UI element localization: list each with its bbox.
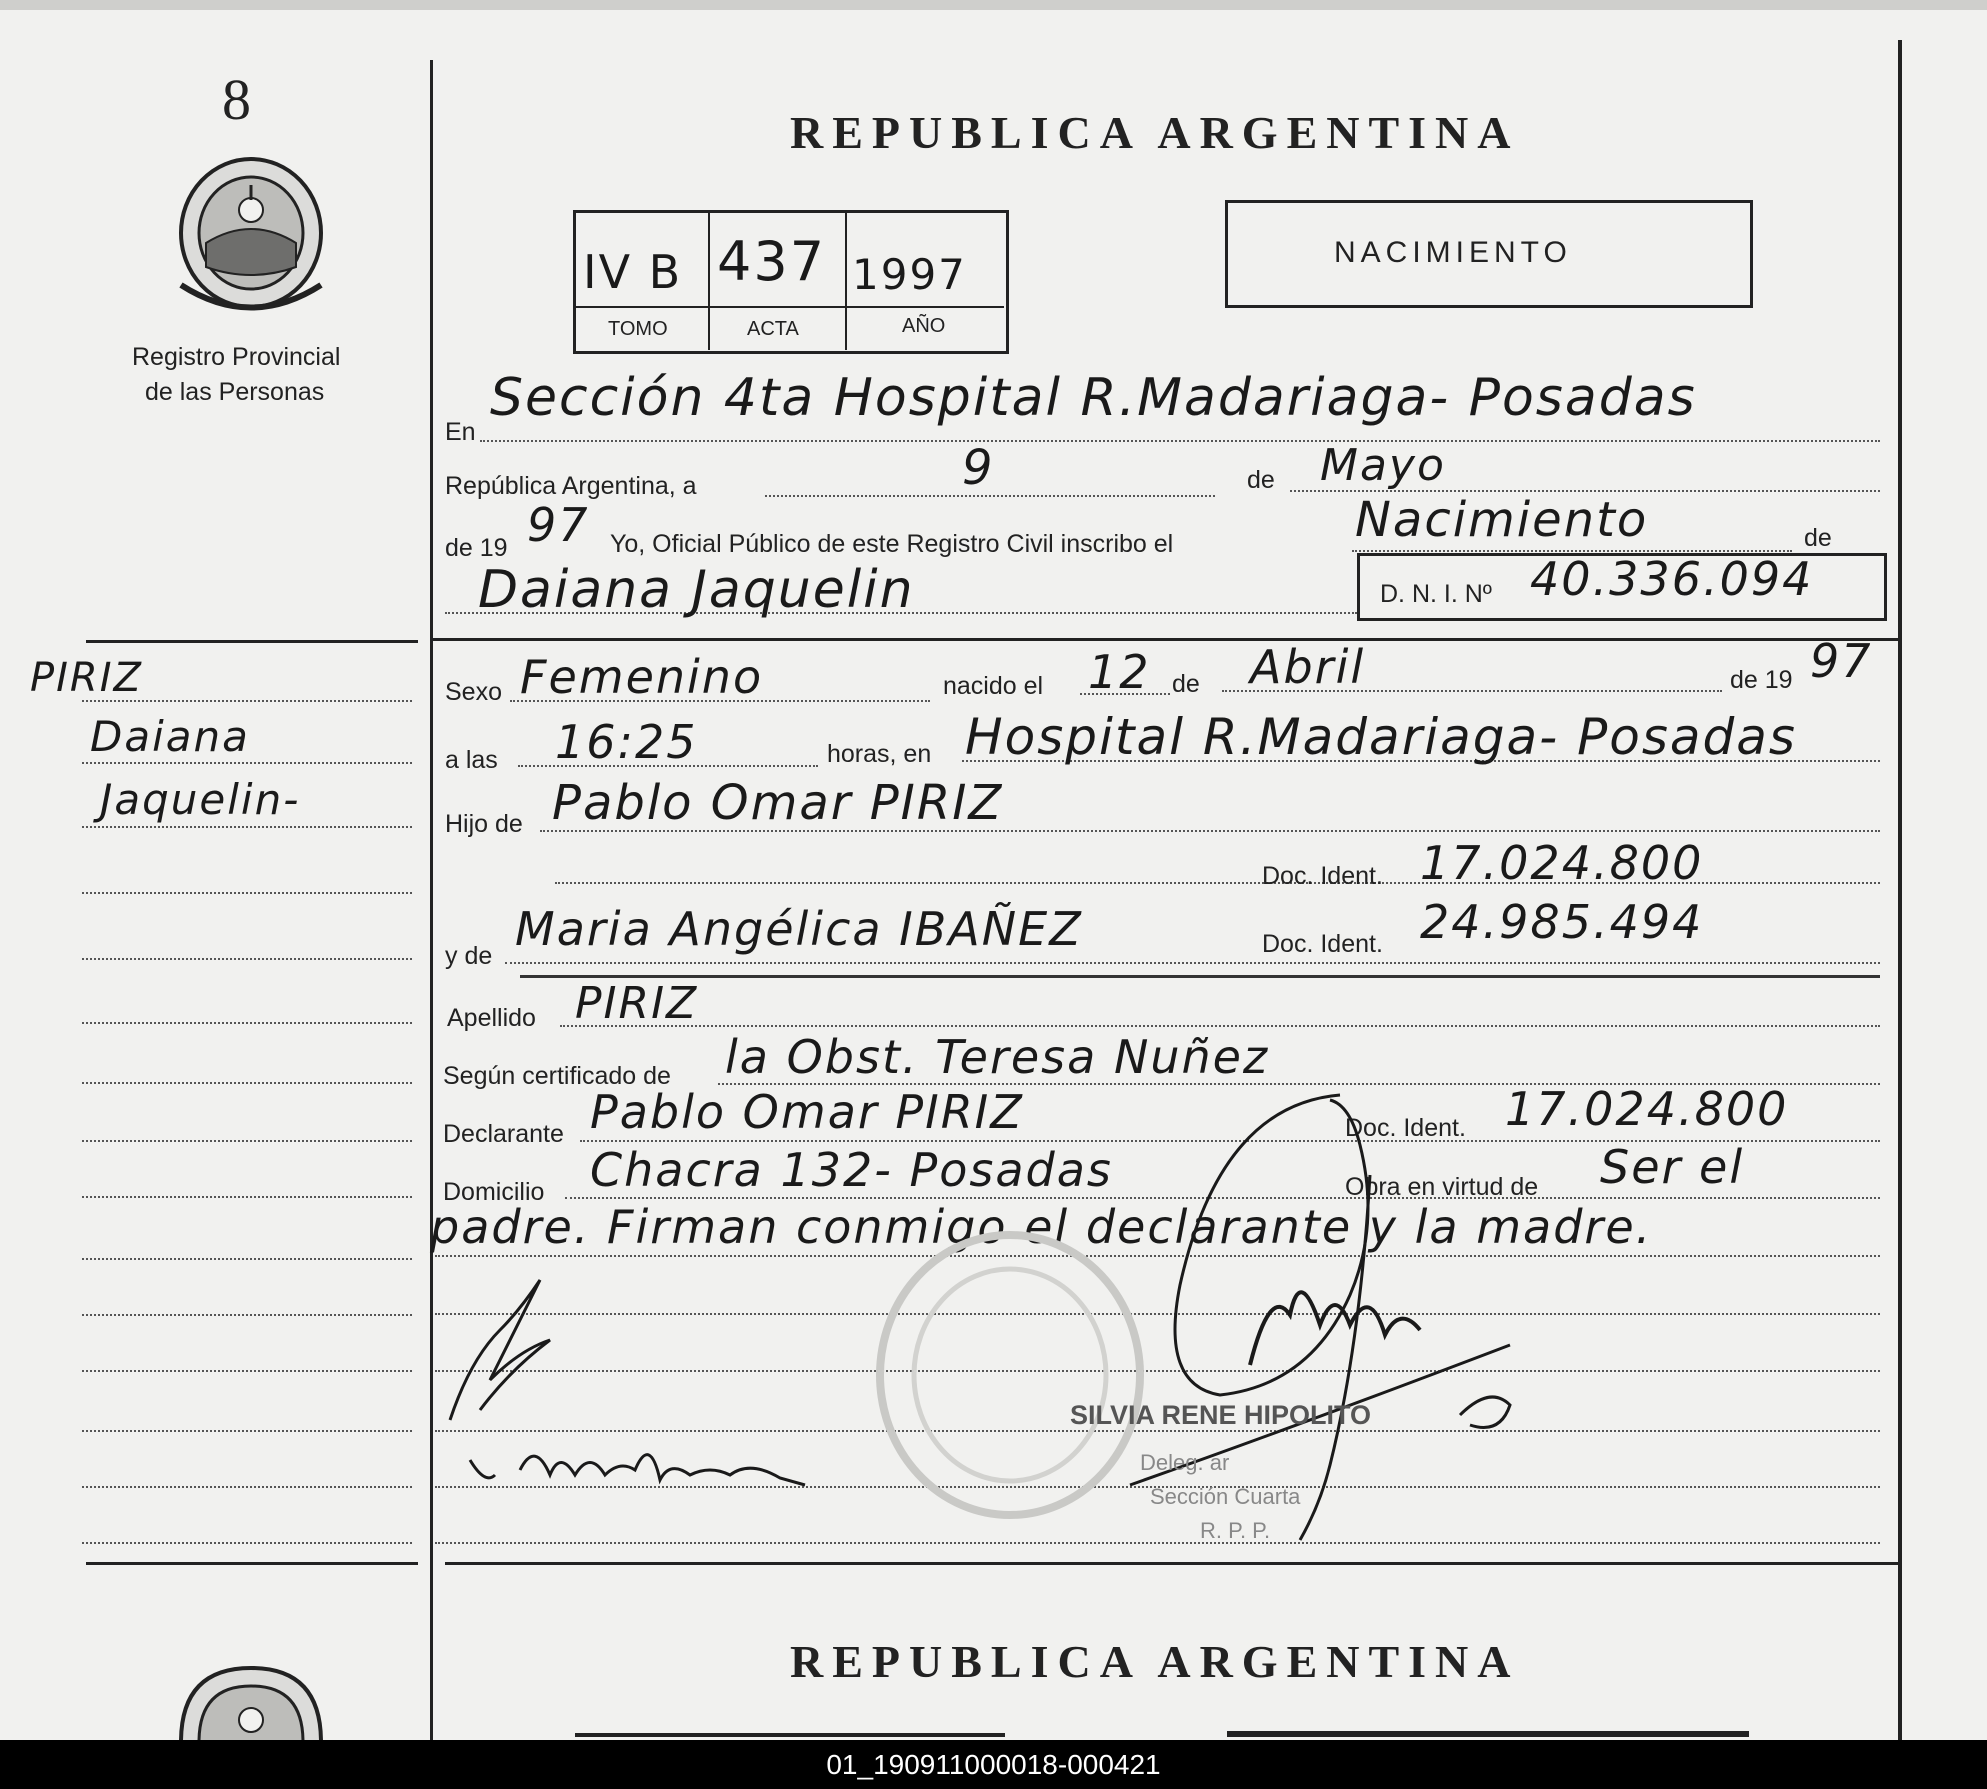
misiones-seal-icon — [176, 155, 326, 315]
record-type: NACIMIENTO — [1334, 236, 1572, 269]
birth-month: Abril — [1250, 640, 1366, 694]
month-value: Mayo — [1320, 440, 1446, 491]
de19-label: de 19 — [445, 534, 508, 562]
next-record-id-box-edge — [575, 1733, 1005, 1737]
signature-declarante — [440, 1270, 570, 1440]
ano-label: AÑO — [902, 315, 946, 337]
margin-dotted-line — [82, 826, 412, 828]
de-label-2: de — [1804, 524, 1832, 552]
margin-dotted-line — [82, 1486, 412, 1488]
margin-dotted-line — [82, 1430, 412, 1432]
registry-line-1: Registro Provincial — [132, 343, 341, 371]
de-label: de — [1247, 466, 1275, 494]
official-round-stamp-icon — [870, 1225, 1150, 1525]
stamp-line-4: R. P. P. — [1200, 1518, 1271, 1543]
horas-label: horas, en — [827, 740, 932, 768]
margin-dotted-line — [82, 762, 412, 764]
next-record-type-box-edge — [1227, 1731, 1749, 1737]
time-value: 16:25 — [555, 715, 698, 769]
margin-top-rule — [86, 640, 418, 643]
margin-dotted-line — [82, 1140, 412, 1142]
margin-dotted-line — [82, 892, 412, 894]
acta-label: ACTA — [747, 318, 799, 340]
dotted-line — [480, 440, 1880, 442]
record-id-rule — [576, 306, 1004, 308]
mother-doc: 24.985.494 — [1420, 895, 1704, 949]
margin-dotted-line — [82, 700, 412, 702]
right-border — [1898, 40, 1902, 1740]
margin-surname: PIRIZ — [30, 655, 143, 701]
country-title: REPUBLICA ARGENTINA — [790, 107, 1520, 158]
margin-dotted-line — [82, 1370, 412, 1372]
margin-dotted-line — [82, 1314, 412, 1316]
dotted-line — [505, 962, 1880, 964]
doc-ident-label-2: Doc. Ident. — [1262, 930, 1383, 958]
column-divider — [430, 60, 433, 1740]
signature-oficial — [1120, 1085, 1540, 1545]
domicilio-value: Chacra 132- Posadas — [590, 1143, 1113, 1197]
tomo-value: IV B — [583, 245, 683, 299]
obra-value: Ser el — [1600, 1140, 1745, 1194]
inscribo-value: Nacimiento — [1355, 492, 1649, 548]
de-label-3: de — [1172, 670, 1200, 698]
segun-value: la Obst. Teresa Nuñez — [725, 1030, 1270, 1084]
doc-ident-label-3: Doc. Ident. — [1345, 1114, 1466, 1142]
page-top-edge — [0, 0, 1987, 10]
stamp-line-3: Sección Cuarta — [1150, 1484, 1301, 1509]
obra-label: Obra en virtud de — [1345, 1173, 1539, 1201]
birth-place: Hospital R.Madariaga- Posadas — [965, 708, 1797, 766]
domicilio-label: Domicilio — [443, 1178, 545, 1206]
signature-madre — [460, 1430, 820, 1500]
obra-continuation: padre. Firman conmigo el declarante y la madre. — [430, 1200, 1653, 1254]
year-value: 97 — [527, 498, 590, 552]
hijo-label: Hijo de — [445, 810, 523, 838]
republica-label: República Argentina, a — [445, 472, 697, 500]
stamp-line-2: Deleg. ar — [1140, 1450, 1230, 1475]
doc-ident-label: Doc. Ident. — [1262, 862, 1383, 890]
en-label: En — [445, 418, 476, 446]
acta-value: 437 — [717, 230, 827, 293]
misiones-seal-icon — [176, 1662, 326, 1740]
margin-dotted-line — [82, 1196, 412, 1198]
dni-label: D. N. I. Nº — [1380, 580, 1492, 608]
oficial-text: Yo, Oficial Público de este Registro Civil inscribo el — [610, 530, 1174, 558]
declarante-label: Declarante — [443, 1120, 564, 1148]
apellido-value: PIRIZ — [575, 978, 699, 1029]
ano-value: 1997 — [852, 250, 967, 299]
next-country-title: REPUBLICA ARGENTINA — [790, 1636, 1520, 1687]
record-id-divider — [845, 212, 847, 350]
mother-name: Maria Angélica IBAÑEZ — [515, 902, 1083, 956]
rule-line — [520, 975, 1880, 978]
margin-dotted-line — [82, 1082, 412, 1084]
birth-day: 12 — [1088, 645, 1151, 699]
sexo-value: Femenino — [520, 650, 764, 704]
registry-line-2: de las Personas — [145, 378, 325, 406]
margin-dotted-line — [82, 1022, 412, 1024]
child-name: Daiana Jaquelin — [478, 560, 915, 620]
de19-label-2: de 19 — [1730, 666, 1793, 694]
birth-year: 97 — [1810, 634, 1873, 688]
margin-dotted-line — [82, 1258, 412, 1260]
record-id-divider — [708, 212, 710, 350]
segun-label: Según certificado de — [443, 1062, 671, 1090]
image-id-caption: 01_190911000018-000421 — [0, 1740, 1987, 1789]
declarante-value: Pablo Omar PIRIZ — [590, 1085, 1024, 1139]
a-las-label: a las — [445, 746, 498, 774]
sexo-label: Sexo — [445, 678, 502, 706]
margin-first-name: Daiana — [90, 712, 250, 761]
y-de-label: y de — [445, 942, 493, 970]
sheet-number: 8 — [222, 67, 251, 132]
dni-value: 40.336.094 — [1530, 552, 1814, 606]
father-doc: 17.024.800 — [1420, 836, 1704, 890]
apellido-label: Apellido — [447, 1004, 536, 1032]
dotted-line — [560, 1025, 1880, 1027]
declarante-doc: 17.024.800 — [1505, 1082, 1789, 1136]
nacido-label: nacido el — [943, 672, 1044, 700]
margin-dotted-line — [82, 958, 412, 960]
day-value: 9 — [962, 440, 995, 496]
margin-bottom-rule — [86, 1562, 418, 1565]
section-divider — [432, 638, 1898, 641]
tomo-label: TOMO — [608, 318, 668, 340]
form-bottom-rule — [445, 1562, 1898, 1565]
margin-dotted-line — [82, 1542, 412, 1544]
stamp-name: SILVIA RENE HIPOLITO — [1070, 1400, 1372, 1430]
section-value: Sección 4ta Hospital R.Madariaga- Posadas — [490, 368, 1697, 428]
father-name: Pablo Omar PIRIZ — [552, 775, 1004, 831]
margin-middle-name: Jaquelin- — [100, 775, 301, 824]
